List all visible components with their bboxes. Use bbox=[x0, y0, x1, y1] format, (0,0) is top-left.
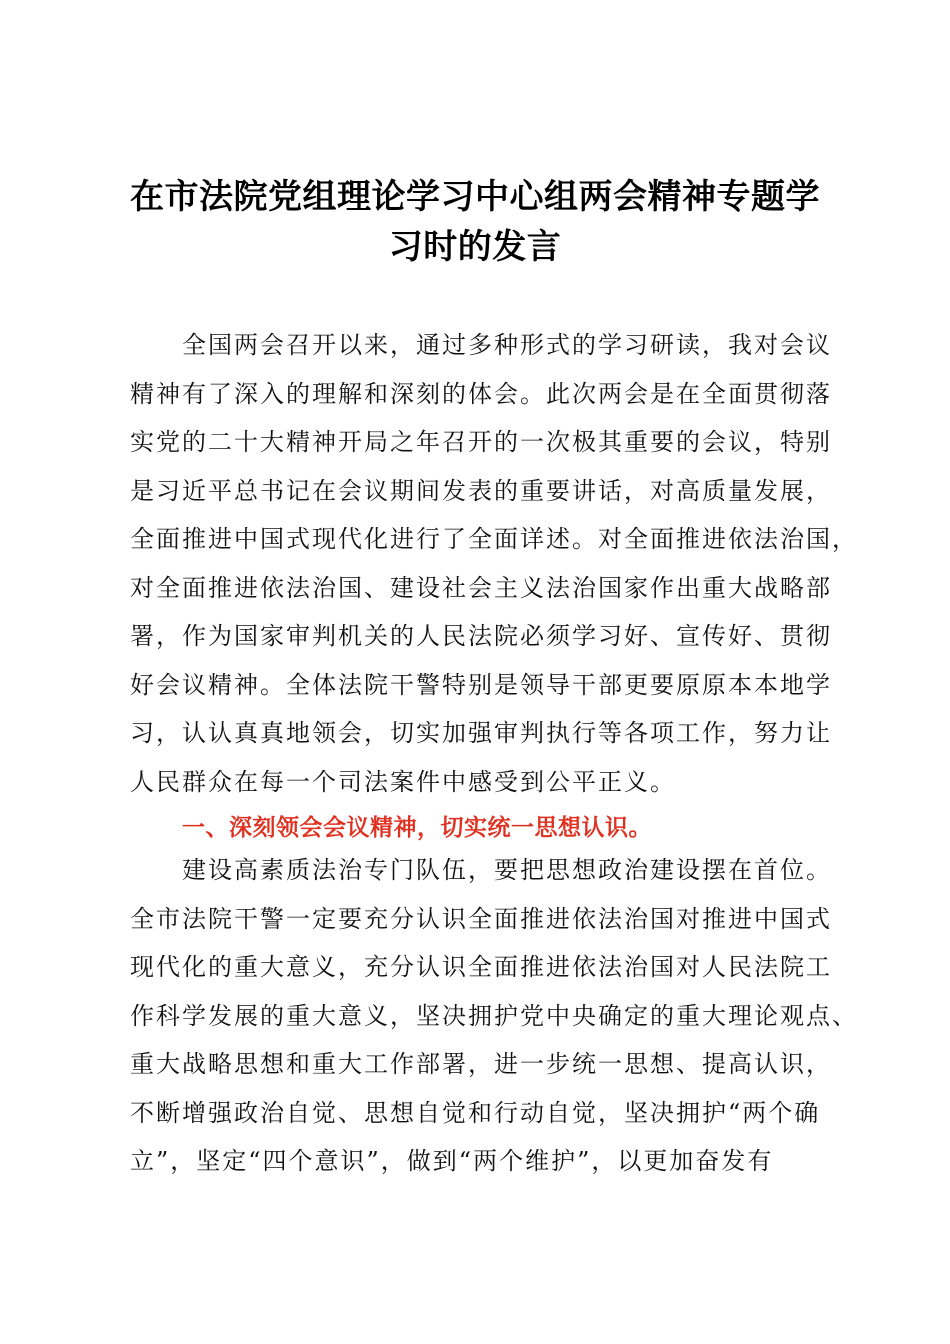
paragraph-line: 重大战略思想和重大工作部署，进一步统一思想、提高认识， bbox=[130, 1050, 832, 1078]
paragraph-line: 精神有了深入的理解和深刻的体会。此次两会是在全面贯彻落 bbox=[130, 379, 832, 408]
title-line-2: 习时的发言 bbox=[388, 227, 562, 267]
paragraph-line: 是习近平总书记在会议期间发表的重要讲话，对高质量发展， bbox=[130, 476, 832, 505]
paragraph-line: 全市法院干警一定要充分认识全面推进依法治国对推进中国式 bbox=[130, 904, 832, 933]
paragraph-line: 全国两会召开以来，通过多种形式的学习研读，我对会议 bbox=[182, 331, 832, 359]
paragraph-line: 好会议精神。全体法院干警特别是领导干部更要原原本本地学 bbox=[130, 670, 832, 699]
paragraph-line: 署，作为国家审判机关的人民法院必须学习好、宣传好、贯彻 bbox=[130, 622, 832, 650]
title-line-1: 在市法院党组理论学习中心组两会精神专题学 bbox=[130, 177, 820, 217]
paragraph-line: 现代化的重大意义，充分认识全面推进依法治国对人民法院工 bbox=[130, 953, 832, 981]
paragraph-line: 人民群众在每一个司法案件中感受到公平正义。 bbox=[130, 767, 676, 796]
paragraph-line: 对全面推进依法治国、建设社会主义法治国家作出重大战略部 bbox=[130, 573, 832, 602]
paragraph-line: 建设高素质法治专门队伍，要把思想政治建设摆在首位。 bbox=[182, 856, 832, 884]
paragraph-line: 立”，坚定“四个意识”，做到“两个维护”，以更加奋发有 bbox=[130, 1147, 774, 1175]
paragraph-line: 习，认认真真地领会，切实加强审判执行等各项工作，努力让 bbox=[130, 719, 832, 747]
section-heading-1: 一、深刻领会会议精神，切实统一思想认识。 bbox=[182, 815, 652, 841]
paragraph-line: 作科学发展的重大意义，坚决拥护党中央确定的重大理论观点、 bbox=[130, 1001, 858, 1030]
paragraph-line: 实党的二十大精神开局之年召开的一次极其重要的会议，特别 bbox=[130, 428, 832, 456]
paragraph-2 bbox=[130, 846, 858, 1186]
document-title bbox=[120, 172, 830, 272]
paragraph-line: 全面推进中国式现代化进行了全面详述。对全面推进依法治国， bbox=[130, 525, 858, 553]
paragraph-line: 不断增强政治自觉、思想自觉和行动自觉，坚决拥护“两个确 bbox=[130, 1098, 821, 1127]
paragraph-1 bbox=[130, 321, 858, 806]
